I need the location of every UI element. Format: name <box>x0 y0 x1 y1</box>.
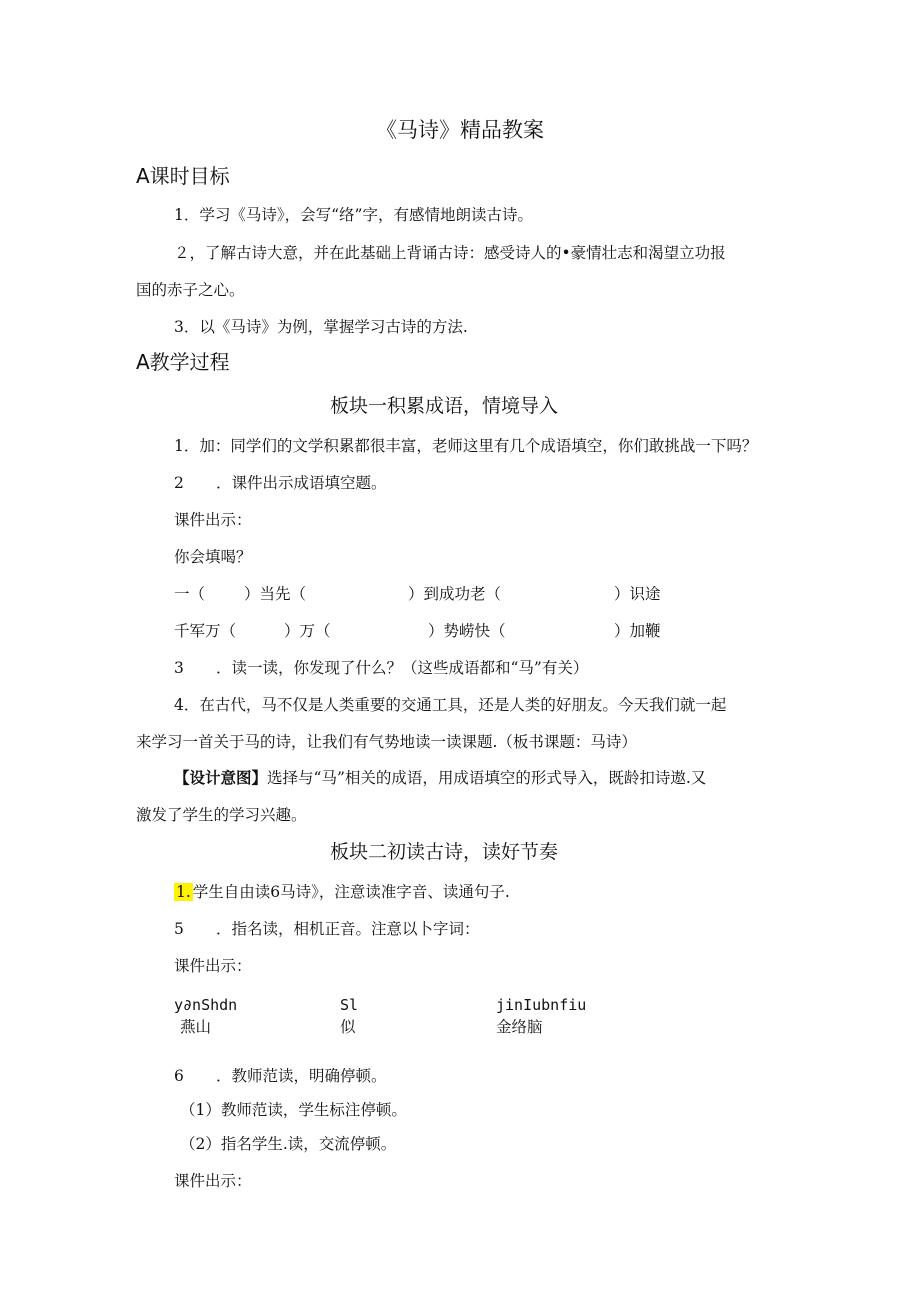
pinyin-text: Sl <box>340 996 359 1014</box>
idiom-blank: 千军万（ <box>174 622 237 640</box>
block2-title: 板块二初读古诗，读好节奏 <box>330 841 559 863</box>
block2-item-1 <box>174 882 510 902</box>
objective-item-2-cont: 国的赤子之心。 <box>136 281 245 299</box>
block1-para-2: ．课件出示成语填空题。 <box>216 474 387 492</box>
block1-para-5-num: 3 <box>174 659 184 677</box>
document-title: 《马诗》精品教案 <box>376 118 544 142</box>
block1-para-6a: 4．在古代，马不仅是人类重要的交通工具，还是人类的好朋友。今天我们就一起 <box>174 696 727 714</box>
word-text: 金络脑 <box>496 1018 543 1036</box>
pinyin-text: jinIubnfiu <box>496 996 587 1014</box>
word-text: 燕山 <box>180 1018 212 1036</box>
idiom-blank: ）到成功老（ <box>408 585 502 603</box>
block1-para-4: 你会填喝？ <box>174 548 252 566</box>
idiom-blank: 一（ <box>174 585 206 603</box>
block2-item-2: ．指名读，相机正音。注意以卜字词： <box>216 920 480 938</box>
word-text: 似 <box>340 1018 356 1036</box>
design-intent-text: 选择与“马”相关的成语，用成语填空的形式导入，既龄扣诗遨.又 <box>267 769 707 787</box>
block2-item-5: （1）教师范读，学生标注停顿。 <box>180 1101 407 1119</box>
objective-item-1: 1．学习《马诗》，会写“络”字，有感情地朗读古诗。 <box>174 206 533 224</box>
section-heading-process: A教学过程 <box>136 350 230 374</box>
design-intent <box>174 768 706 788</box>
block2-item-7: 课件出示： <box>174 1172 252 1190</box>
block1-para-2-num: 2 <box>174 474 184 492</box>
design-intent-label: 【设计意图】 <box>174 768 268 787</box>
design-intent-cont: 激发了学生的学习兴趣。 <box>136 806 307 824</box>
pinyin-text: y∂nShdn <box>174 996 238 1014</box>
block2-item-4: ．教师范读，明确停顿。 <box>216 1067 387 1085</box>
idiom-blank: ）识途 <box>614 585 661 603</box>
block1-para-5: ．读一读，你发现了什么？（这些成语都和“马”有关） <box>216 659 589 677</box>
section-heading-objectives: A课时目标 <box>136 164 230 188</box>
block2-item-6: （2）指名学生.读，交流停顿。 <box>180 1135 397 1153</box>
objective-item-3: 3．以《马诗》为例，掌握学习古诗的方法. <box>174 318 468 336</box>
highlighted-number: 1. <box>176 883 191 901</box>
block2-item-3: 课件出示： <box>174 957 252 975</box>
block1-title: 板块一积累成语，情境导入 <box>330 395 559 417</box>
idiom-blank: ）当先（ <box>244 585 307 603</box>
block2-item-1-text: 学生自由读6马诗》，注意读准字音、读通句子. <box>192 883 510 901</box>
block1-para-1: 1．加：同学们的文学积累都很丰富，老师这里有几个成语填空，你们敢挑战一下吗？ <box>174 437 758 455</box>
objective-item-2: ２，了解古诗大意，并在此基础上背诵古诗：感受诗人的•豪情壮志和渴望立功报 <box>174 244 726 262</box>
block1-para-3: 课件出示： <box>174 511 252 529</box>
block2-item-2-num: 5 <box>174 920 184 938</box>
idiom-blank: ）势崂快（ <box>428 622 506 640</box>
block2-item-4-num: 6 <box>174 1067 184 1085</box>
idiom-blank: ）万（ <box>284 622 331 640</box>
block1-para-6b: 来学习一首关于马的诗，让我们有气势地读一读课题.（板书课题：马诗） <box>136 733 637 751</box>
idiom-blank: ）加鞭 <box>614 622 661 640</box>
